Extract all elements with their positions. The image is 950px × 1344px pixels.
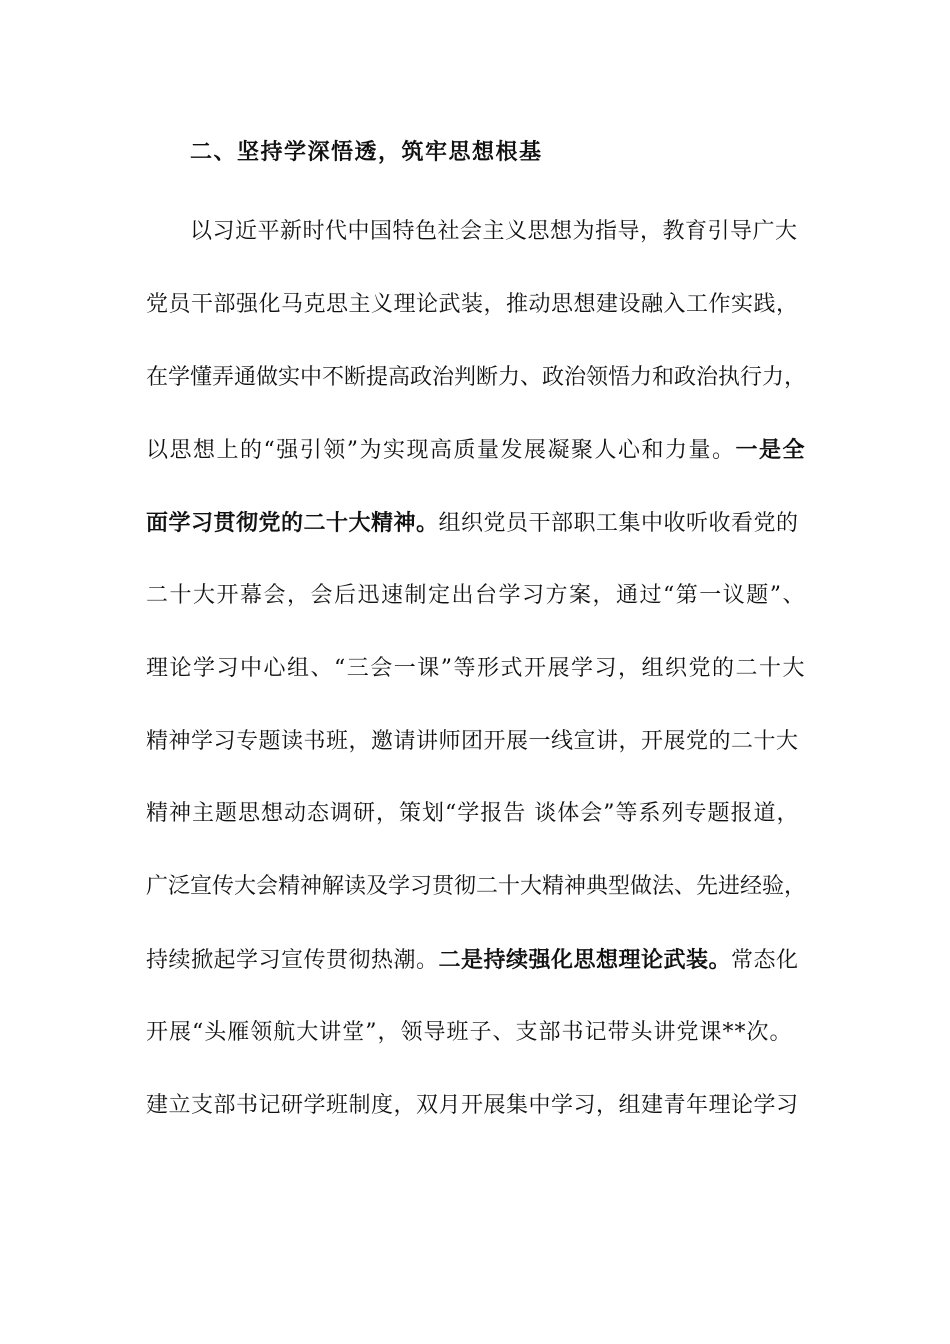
text-run: 常态化: [731, 948, 799, 973]
text-run: 理论学习中心组、“三会一课”等形式开展学习，组织党的二十大: [146, 655, 806, 681]
text-run: 持续掀起学习宣传贯彻热潮。: [146, 948, 439, 973]
text-run: 以习近平新时代中国特色社会主义思想为指导，教育引导广大: [190, 219, 798, 244]
text-run: 组织党员干部职工集中收听收看党的: [438, 511, 799, 537]
text-line: [146, 1013, 793, 1053]
text-run: 精神学习专题读书班，邀请讲师团开展一线宣讲，开展党的二十大: [146, 728, 799, 754]
text-run: 党员干部强化马克思主义理论武装，推动思想建设融入工作实践，: [146, 291, 799, 317]
text-line: [146, 285, 799, 325]
text-run: 开展“头雁领航大讲堂”，领导班子、支部书记带头讲党课**次。: [146, 1019, 793, 1045]
text-run: 在学懂弄通做实中不断提高政治判断力、政治领悟力和政治执行力，: [146, 364, 807, 390]
text-line: [146, 867, 806, 907]
bold-phrase: 面学习贯彻党的二十大精神。: [146, 510, 439, 537]
text-line: [190, 212, 798, 252]
text-line: [146, 358, 806, 398]
section-heading: 二、坚持学深悟透，筑牢思想根基: [190, 139, 543, 165]
text-line: [146, 940, 799, 981]
text-run: 广泛宣传大会精神解读及学习贯彻二十大精神典型做法、先进经验，: [146, 874, 807, 900]
text-run: 二十大开幕会，会后迅速制定出台学习方案，通过“第一议题”、: [146, 583, 806, 608]
text-run: 精神主题思想动态调研，策划“学报告 谈体会”等系列专题报道，: [146, 801, 800, 827]
text-line: [146, 576, 806, 616]
text-line: [146, 430, 806, 471]
text-line: [146, 794, 800, 834]
bold-phrase: 一是全: [735, 437, 807, 464]
text-run: 以思想上的“强引领”为实现高质量发展凝聚人心和力量。: [146, 438, 736, 464]
text-line: [146, 503, 799, 544]
text-line: [146, 722, 799, 762]
text-line: [146, 1086, 799, 1126]
bold-phrase: 二是持续强化思想理论武装。: [438, 947, 732, 973]
text-line: [146, 649, 806, 689]
text-run: 建立支部书记研学班制度，双月开展集中学习，组建青年理论学习: [146, 1092, 799, 1118]
